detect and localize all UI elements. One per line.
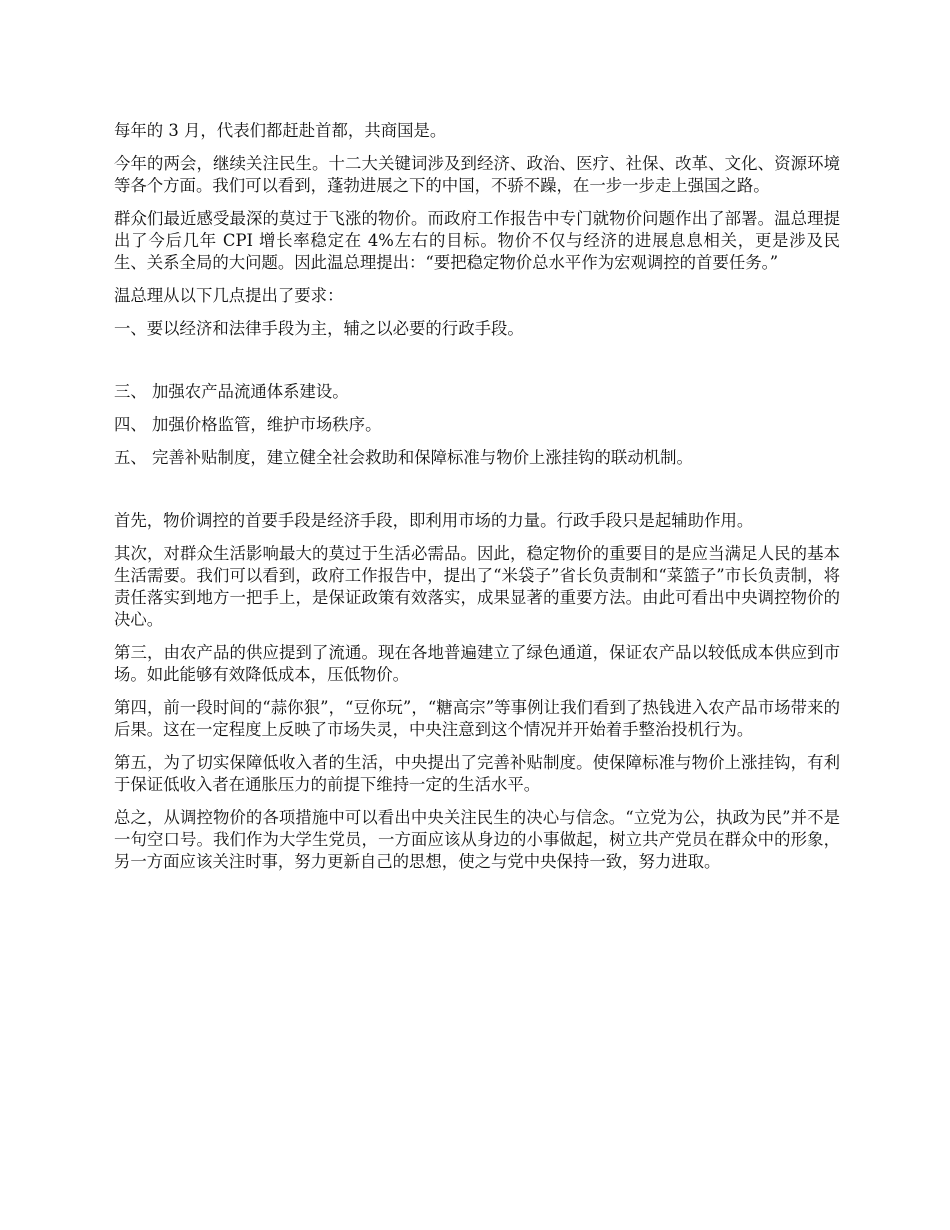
paragraph-conclusion: 总之，从调控物价的各项措施中可以看出中央关注民生的决心与信念。“立党为公，执政为民”并不是一句空口号。我们作为大学生党员，一方面应该从身边的小事做起，树立共产党员在群众中的形象，另一方面应该关注时事，努力更新自己的思想，使之与党中央保持一致，努力进取。 — [114, 808, 840, 871]
paragraph-intro: 每年的 3 月，代表们都赶赴首都，共商国是。 — [114, 121, 447, 140]
document-page — [114, 120, 840, 884]
paragraph-second: 其次，对群众生活影响最大的莫过于生活必需品。因此，稳定物价的重要目的是应当满足人民的基本生活需要。我们可以看到，政府工作报告中，提出了“米袋子”省长负责制和“菜篮子”市长负责制，将责任落实到地方一把手上，是保证政策有效落实，成果显著的重要方法。由此可看出中央调控物价的决心。 — [114, 544, 840, 629]
paragraph-prices: 群众们最近感受最深的莫过于飞涨的物价。而政府工作报告中专门就物价问题作出了部署。温总理提出了今后几年 CPI 增长率稳定在 4%左右的目标。物价不仅与经济的进展息息相关，更是涉及民生、关系全局的大问题。因此温总理提出：“要把稳定物价总水平作为宏观调控的首要任务。” — [114, 209, 840, 272]
paragraph-fifth: 第五，为了切实保障低收入者的生活，中央提出了完善补贴制度。使保障标准与物价上涨挂钩，有利于保证低收入者在通胀压力的前提下维持一定的生活水平。 — [114, 753, 840, 794]
paragraph-fourth: 第四，前一段时间的“蒜你狠”，“豆你玩”，“糖高宗”等事例让我们看到了热钱进入农产品市场带来的后果。这在一定程度上反映了市场失灵，中央注意到这个情况并开始着手整治投机行为。 — [114, 698, 840, 739]
paragraph-requirement-one: 一、要以经济和法律手段为主，辅之以必要的行政手段。 — [114, 319, 524, 338]
paragraph-two-sessions: 今年的两会，继续关注民生。十二大关键词涉及到经济、政治、医疗、社保、改革、文化、资源环境等各个方面。我们可以看到，蓬勃进展之下的中国，不骄不躁，在一步一步走上强国之路。 — [114, 154, 840, 195]
list-item-four: 四、 加强价格监管，维护市场秩序。 — [114, 415, 382, 434]
paragraph-first: 首先，物价调控的首要手段是经济手段，即利用市场的力量。行政手段只是起辅助作用。 — [114, 511, 754, 530]
blank-gap — [114, 351, 840, 381]
list-item-three: 三、 加强农产品流通体系建设。 — [114, 382, 349, 401]
paragraph-third: 第三，由农产品的供应提到了流通。现在各地普遍建立了绿色通道，保证农产品以较低成本供应到市场。如此能够有效降低成本，压低物价。 — [114, 643, 840, 684]
blank-gap — [114, 480, 840, 510]
paragraph-requirements-lead: 温总理从以下几点提出了要求： — [114, 286, 344, 305]
list-item-five: 五、 完善补贴制度，建立健全社会救助和保障标准与物价上涨挂钩的联动机制。 — [114, 448, 693, 467]
